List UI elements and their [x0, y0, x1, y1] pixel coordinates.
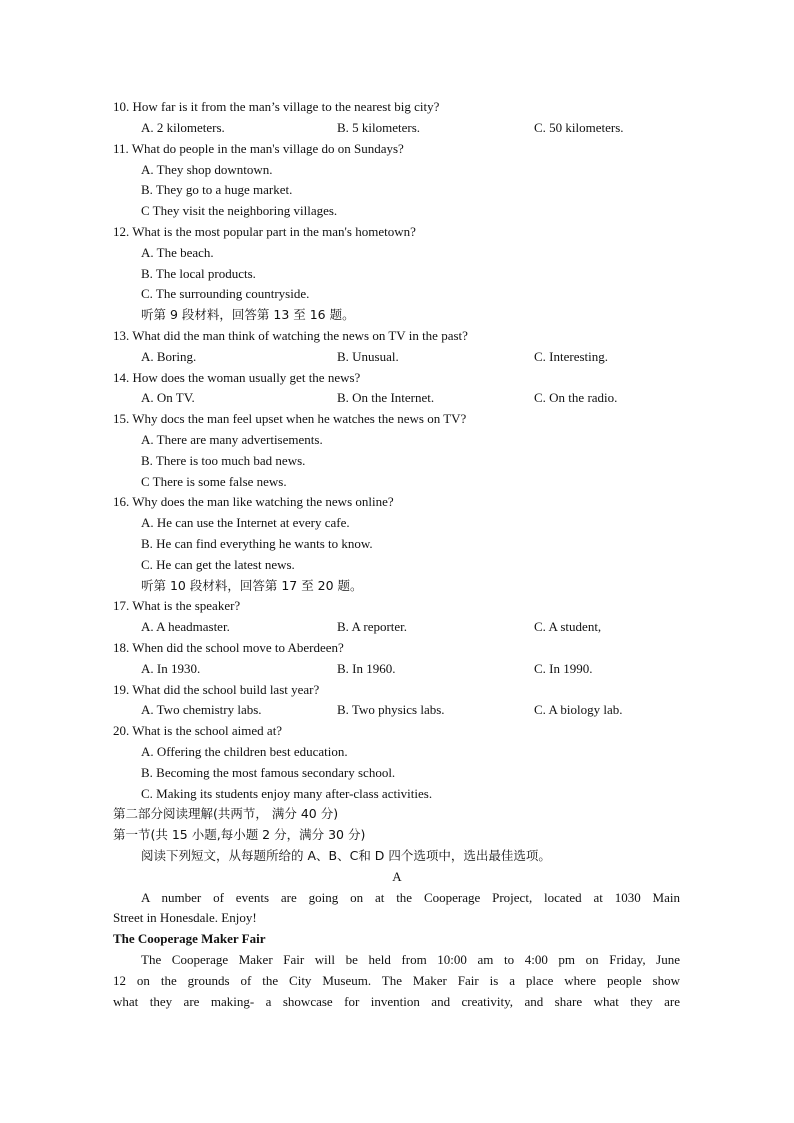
reading-instruction: 阅读下列短文，从每题所给的 A、B、C和 D 四个选项中，选出最佳选项。: [141, 848, 551, 863]
option-a: A. 2 kilometers.: [141, 120, 225, 135]
question-20-option-a: A. Offering the children best education.: [141, 744, 348, 759]
question-15-option-a: A. There are many advertisements.: [141, 432, 323, 447]
option-c: C. 50 kilometers.: [534, 120, 624, 135]
question-12-option-b: B. The local products.: [141, 266, 256, 281]
section-9-instruction: 听第 9 段材料，回答第 13 至 16 题。: [141, 307, 355, 322]
part-2-heading: 第二部分阅读理解(共两节， 满分 40 分): [113, 806, 339, 821]
question-13-stem: 13. What did the man think of watching the news on TV in the past?: [113, 328, 468, 343]
question-11-option-a: A. They shop downtown.: [141, 162, 273, 177]
fair-line-2: 12 on the grounds of the City Museum. The Maker Fair is a place where people show: [113, 973, 680, 988]
option-b: B. Unusual.: [337, 349, 399, 364]
question-16-stem: 16. Why does the man like watching the news online?: [113, 494, 394, 509]
option-b: B. A reporter.: [337, 619, 408, 634]
question-11-option-b: B. They go to a huge market.: [141, 182, 293, 197]
question-16-option-c: C. He can get the latest news.: [141, 557, 295, 572]
question-12-option-a: A. The beach.: [141, 245, 214, 260]
question-15-option-c: C There is some false news.: [141, 474, 287, 489]
option-a: A. In 1930.: [141, 661, 201, 676]
section-1-heading: 第一节(共 15 小题,每小题 2 分，满分 30 分): [113, 827, 366, 842]
question-14-stem: 14. How does the woman usually get the news?: [113, 370, 361, 385]
question-11-stem: 11. What do people in the man's village do on Sundays?: [113, 141, 404, 156]
option-b: B. In 1960.: [337, 661, 396, 676]
question-11-option-c: C They visit the neighboring villages.: [141, 203, 338, 218]
question-16-option-a: A. He can use the Internet at every cafe.: [141, 515, 350, 530]
option-b: B. Two physics labs.: [337, 702, 445, 717]
option-a: A. A headmaster.: [141, 619, 230, 634]
question-15-stem: 15. Why docs the man feel upset when he watches the news on TV?: [113, 411, 467, 426]
question-18-stem: 18. When did the school move to Aberdeen?: [113, 640, 344, 655]
section-10-instruction: 听第 10 段材料，回答第 17 至 20 题。: [141, 578, 363, 593]
question-12-option-c: C. The surrounding countryside.: [141, 286, 310, 301]
option-a: A. Boring.: [141, 349, 197, 364]
option-c: C. A student,: [534, 619, 602, 634]
option-c: C. A biology lab.: [534, 702, 623, 717]
fair-line-3: what they are making- a showcase for invention and creativity, and share what they are: [113, 994, 680, 1009]
option-b: B. 5 kilometers.: [337, 120, 421, 135]
question-10-stem: 10. How far is it from the man’s village to the nearest big city?: [113, 99, 440, 114]
question-17-stem: 17. What is the speaker?: [113, 598, 241, 613]
question-20-option-c: C. Making its students enjoy many after-class activities.: [141, 786, 433, 801]
question-12-stem: 12. What is the most popular part in the man's hometown?: [113, 224, 416, 239]
question-20-stem: 20. What is the school aimed at?: [113, 723, 283, 738]
option-b: B. On the Internet.: [337, 390, 435, 405]
intro-line-2: Street in Honesdale. Enjoy!: [113, 910, 257, 925]
section-title: The Cooperage Maker Fair: [113, 931, 266, 946]
question-19-stem: 19. What did the school build last year?: [113, 682, 320, 697]
option-a: A. On TV.: [141, 390, 195, 405]
passage-label: A: [392, 869, 402, 884]
question-16-option-b: B. He can find everything he wants to know.: [141, 536, 373, 551]
option-c: C. In 1990.: [534, 661, 593, 676]
intro-line-1: A number of events are going on at the Cooperage Project, located at 1030 Main: [141, 890, 680, 905]
option-c: C. Interesting.: [534, 349, 609, 364]
option-a: A. Two chemistry labs.: [141, 702, 262, 717]
question-15-option-b: B. There is too much bad news.: [141, 453, 306, 468]
fair-line-1: The Cooperage Maker Fair will be held from 10:00 am to 4:00 pm on Friday, June: [141, 952, 680, 967]
question-20-option-b: B. Becoming the most famous secondary school.: [141, 765, 396, 780]
option-c: C. On the radio.: [534, 390, 618, 405]
